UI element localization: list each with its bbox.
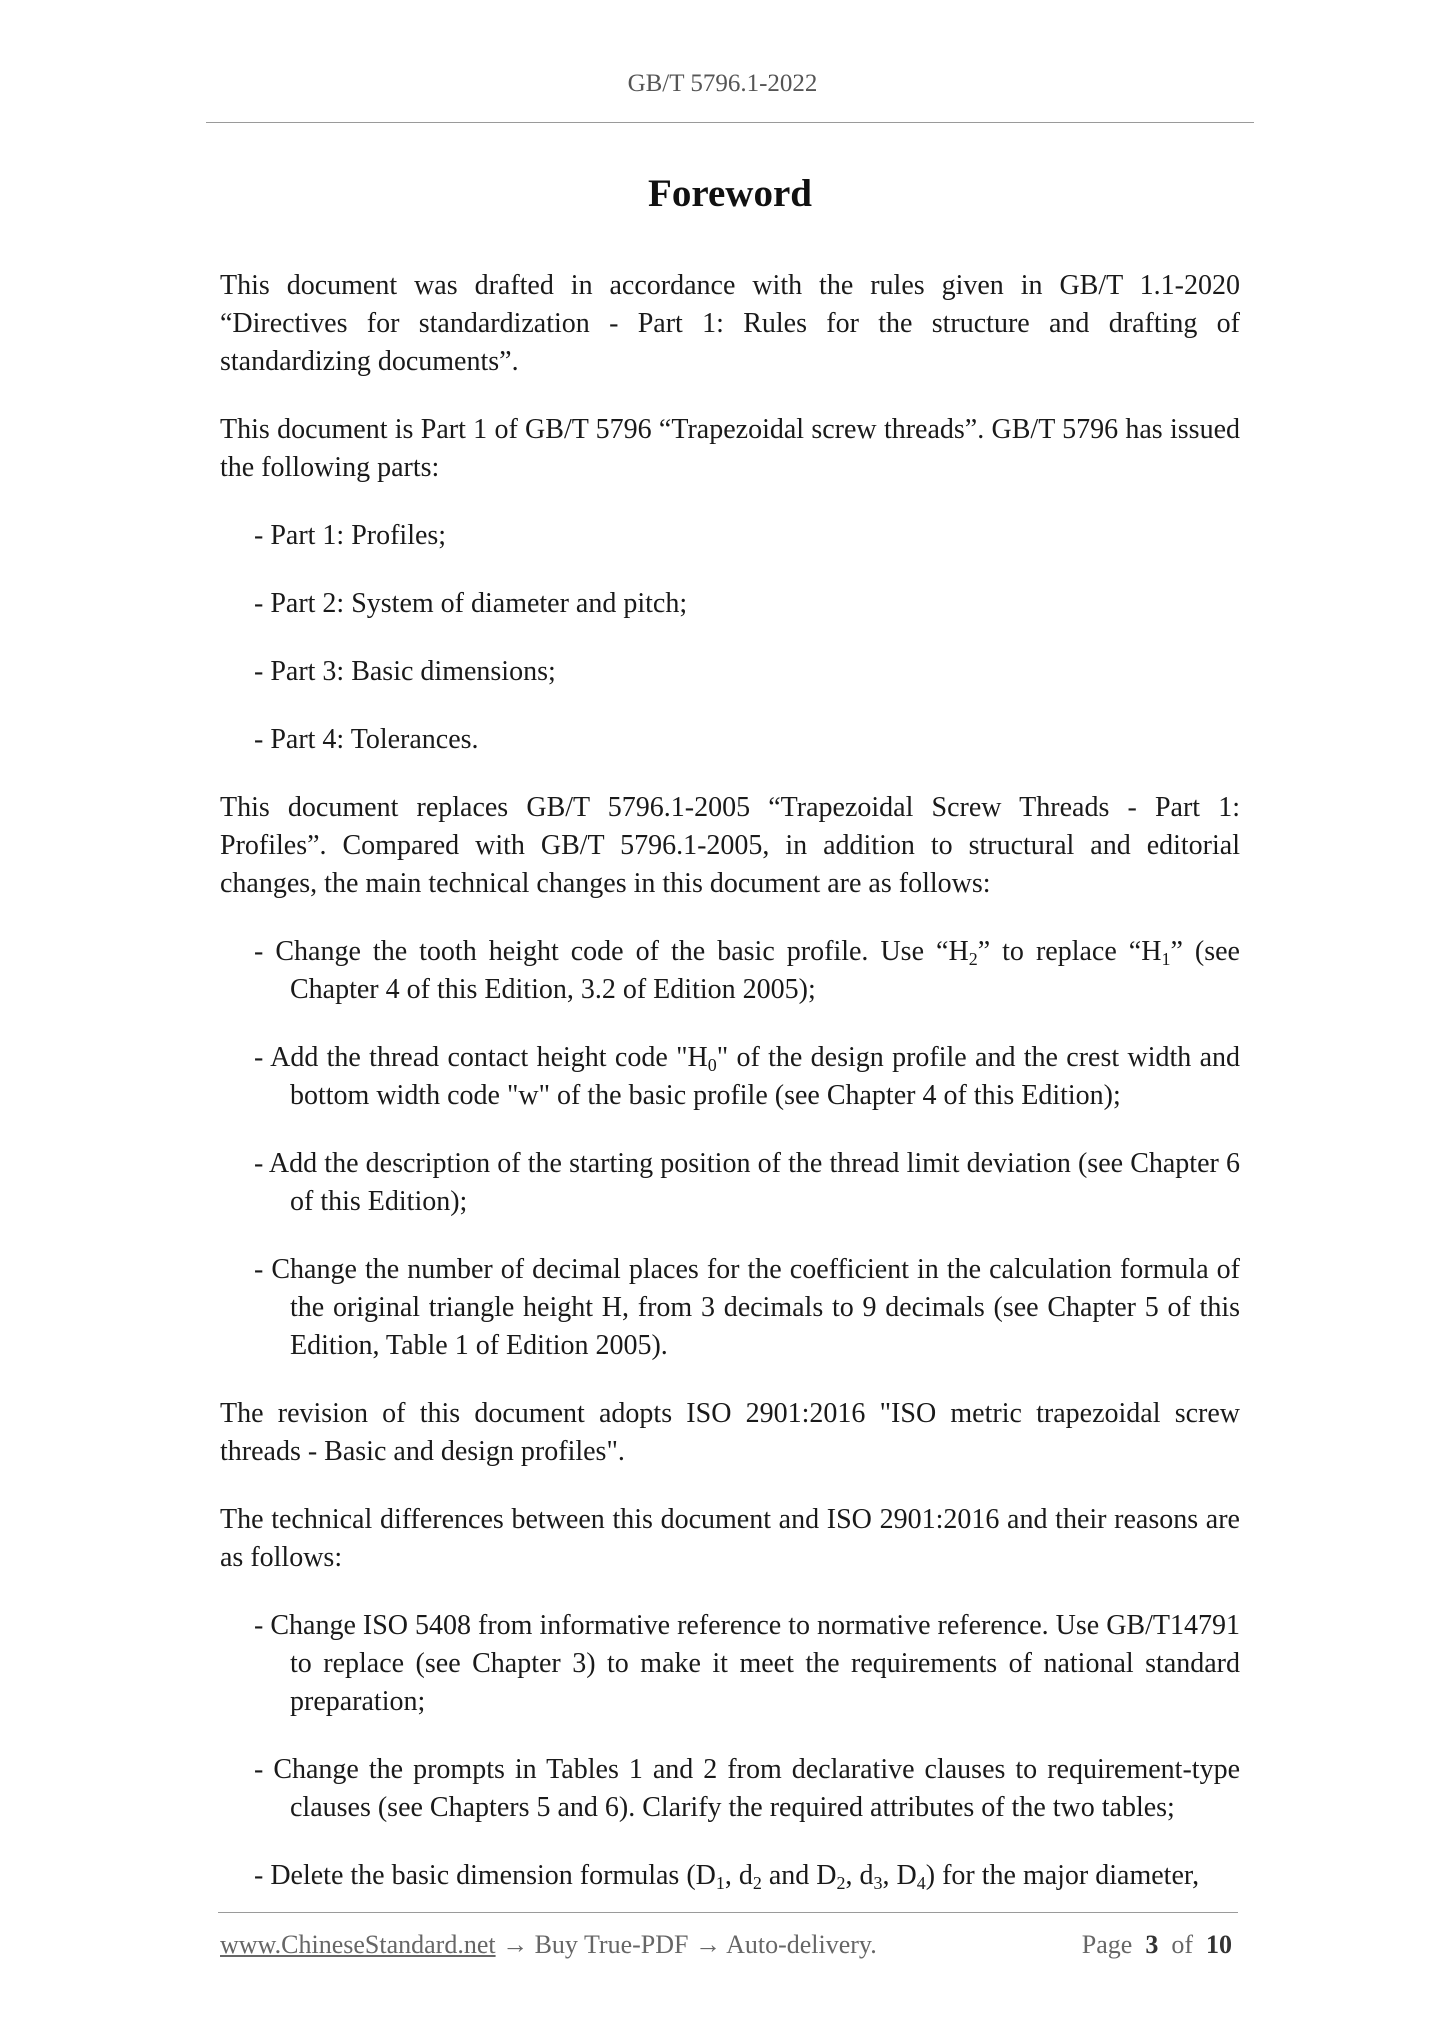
list-item-part-4: - Part 4: Tolerances. [254, 724, 479, 755]
list-item-part-2: - Part 2: System of diameter and pitch; [254, 588, 688, 619]
list-item-difference-tables: - Change the prompts in Tables 1 and 2 from declarative clauses to requirement-type clauses (see Chapters 5 and 6). Clarify the required attributes of the two tables; [254, 1754, 1240, 1823]
page-number: Page 3 of 10 [1081, 1930, 1232, 1959]
paragraph-drafting-rules: This document was drafted in accordance with the rules given in GB/T 1.1-2020 “Directives for standardization - Part 1: Rules for the structure and drafting of standardizing documents”. [220, 270, 1240, 377]
page-content [220, 165, 1240, 1925]
arrow-right-icon: → [495, 1930, 535, 1959]
list-item-change-limit-deviation: - Add the description of the starting position of the thread limit deviation (see Chapter 6 of this Edition); [254, 1148, 1240, 1217]
footer-left [220, 1930, 877, 1960]
paragraph-replaces: This document replaces GB/T 5796.1-2005 “Trapezoidal Screw Threads - Part 1: Profiles”. Compared with GB/T 5796.1-2005, in addition to structural and editorial changes, the main technical changes in this document are as follows: [220, 792, 1240, 899]
list-item-change-contact-height: - Add the thread contact height code "$H_0$" of the design profile and the crest width and bottom width code "w" of the basic profile (see Chapter 4 of this Edition); [254, 1042, 1240, 1111]
website-link[interactable]: www.ChineseStandard.net [220, 1930, 496, 1959]
paragraph-adopts-iso: The revision of this document adopts ISO 2901:2016 "ISO metric trapezoidal screw threads - Basic and design profiles". [220, 1398, 1240, 1467]
arrow-right-icon: → [688, 1930, 727, 1959]
list-item-difference-formulas: - Delete the basic dimension formulas ($D_1$, $d_2$ and $D_2$, $d_3$, $D_4$) for the major diameter, [254, 1860, 1200, 1893]
current-page: 3 [1145, 1930, 1159, 1959]
page-title: Foreword [648, 172, 812, 215]
paragraph-part-info: This document is Part 1 of GB/T 5796 “Trapezoidal screw threads”. GB/T 5796 has issued the following parts: [220, 414, 1240, 483]
header-divider [206, 122, 1254, 123]
auto-delivery-text: Auto-delivery. [726, 1930, 877, 1959]
page-footer [220, 1930, 1232, 1960]
list-item-change-decimal-places: - Change the number of decimal places for the coefficient in the calculation formula of the original triangle height H, from 3 decimals to 9 decimals (see Chapter 5 of this Edition, Table 1 of Edition 2005). [254, 1254, 1240, 1361]
footer-divider [218, 1912, 1238, 1913]
paragraph-technical-differences: The technical differences between this document and ISO 2901:2016 and their reasons are as follows: [220, 1504, 1240, 1573]
list-item-change-tooth-height: - Change the tooth height code of the basic profile. Use “$H_2$” to replace “$H_1$” (see Chapter 4 of this Edition, 3.2 of Edition 2005); [254, 936, 1240, 1005]
list-item-part-1: - Part 1: Profiles; [254, 520, 447, 551]
list-item-difference-iso5408: - Change ISO 5408 from informative reference to normative reference. Use GB/T14791 to replace (see Chapter 3) to make it meet the requirements of national standard preparation; [254, 1610, 1240, 1717]
page-header: GB/T 5796.1-2022 [627, 70, 818, 97]
total-pages: 10 [1206, 1930, 1232, 1959]
list-item-part-3: - Part 3: Basic dimensions; [254, 656, 556, 687]
buy-true-pdf-text: Buy True-PDF [534, 1930, 689, 1959]
